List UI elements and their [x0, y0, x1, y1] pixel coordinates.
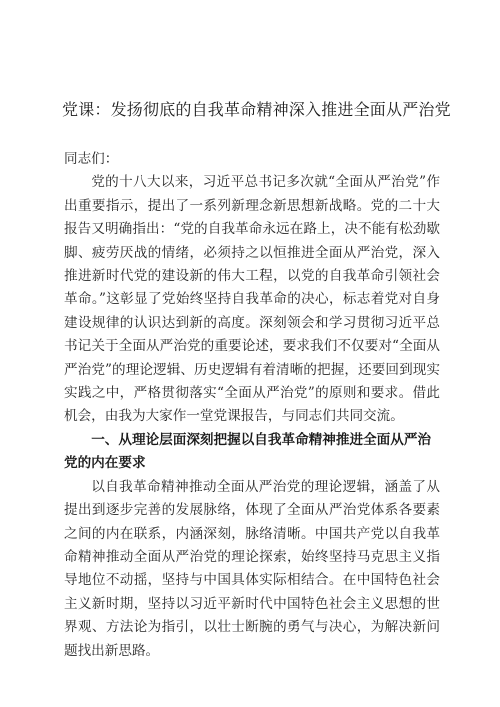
document-body [64, 148, 440, 663]
document-title: 党课：发扬彻底的自我革命精神深入推进全面从严治党 [62, 100, 451, 119]
paragraph-intro: 党的十八大以来，习近平总书记多次就“全面从严治党”作出重要指示，提出了一系列新理念新思想新战略。党的二十大报告又明确指出：“党的自我革命永远在路上，决不能有松劲歇脚、疲劳厌战的情绪，必须持之以恒推进全面从严治党，深入推进新时代党的建设新的伟大工程，以党的自我革命引领社会革命。”这彰显了党始终坚持自我革命的决心，标志着党对自身建设规律的认识达到新的高度。深刻领会和学习贯彻习近平总书记关于全面从严治党的重要论述，要求我们不仅要对“全面从严治党”的理论逻辑、历史逻辑有着清晰的把握，还要回到现实实践之中，严格贯彻落实“全面从严治党”的原则和要求。借此机会，由我为大家作一堂党课报告，与同志们共同交流。 [64, 174, 440, 425]
salutation: 同志们： [64, 151, 119, 167]
paragraph-section-1: 以自我革命精神推动全面从严治党的理论逻辑，涵盖了从提出到逐步完善的发展脉络，体现了全面从严治党体系各要素之间的内在联系，内涵深刻，脉络清晰。中国共产党以自我革命精神推动全面从严治党的理论探索，始终坚持马克思主义指导地位不动摇，坚持与中国具体实际相结合。在中国特色社会主义新时期，坚持以习近平新时代中国特色社会主义思想的世界观、方法论为指引，以壮士断腕的勇气与决心，为解决新问题找出新思路。 [64, 478, 440, 659]
section-heading-1: 一、从理论层面深刻把握以自我革命精神推进全面从严治党的内在要求 [64, 431, 432, 472]
